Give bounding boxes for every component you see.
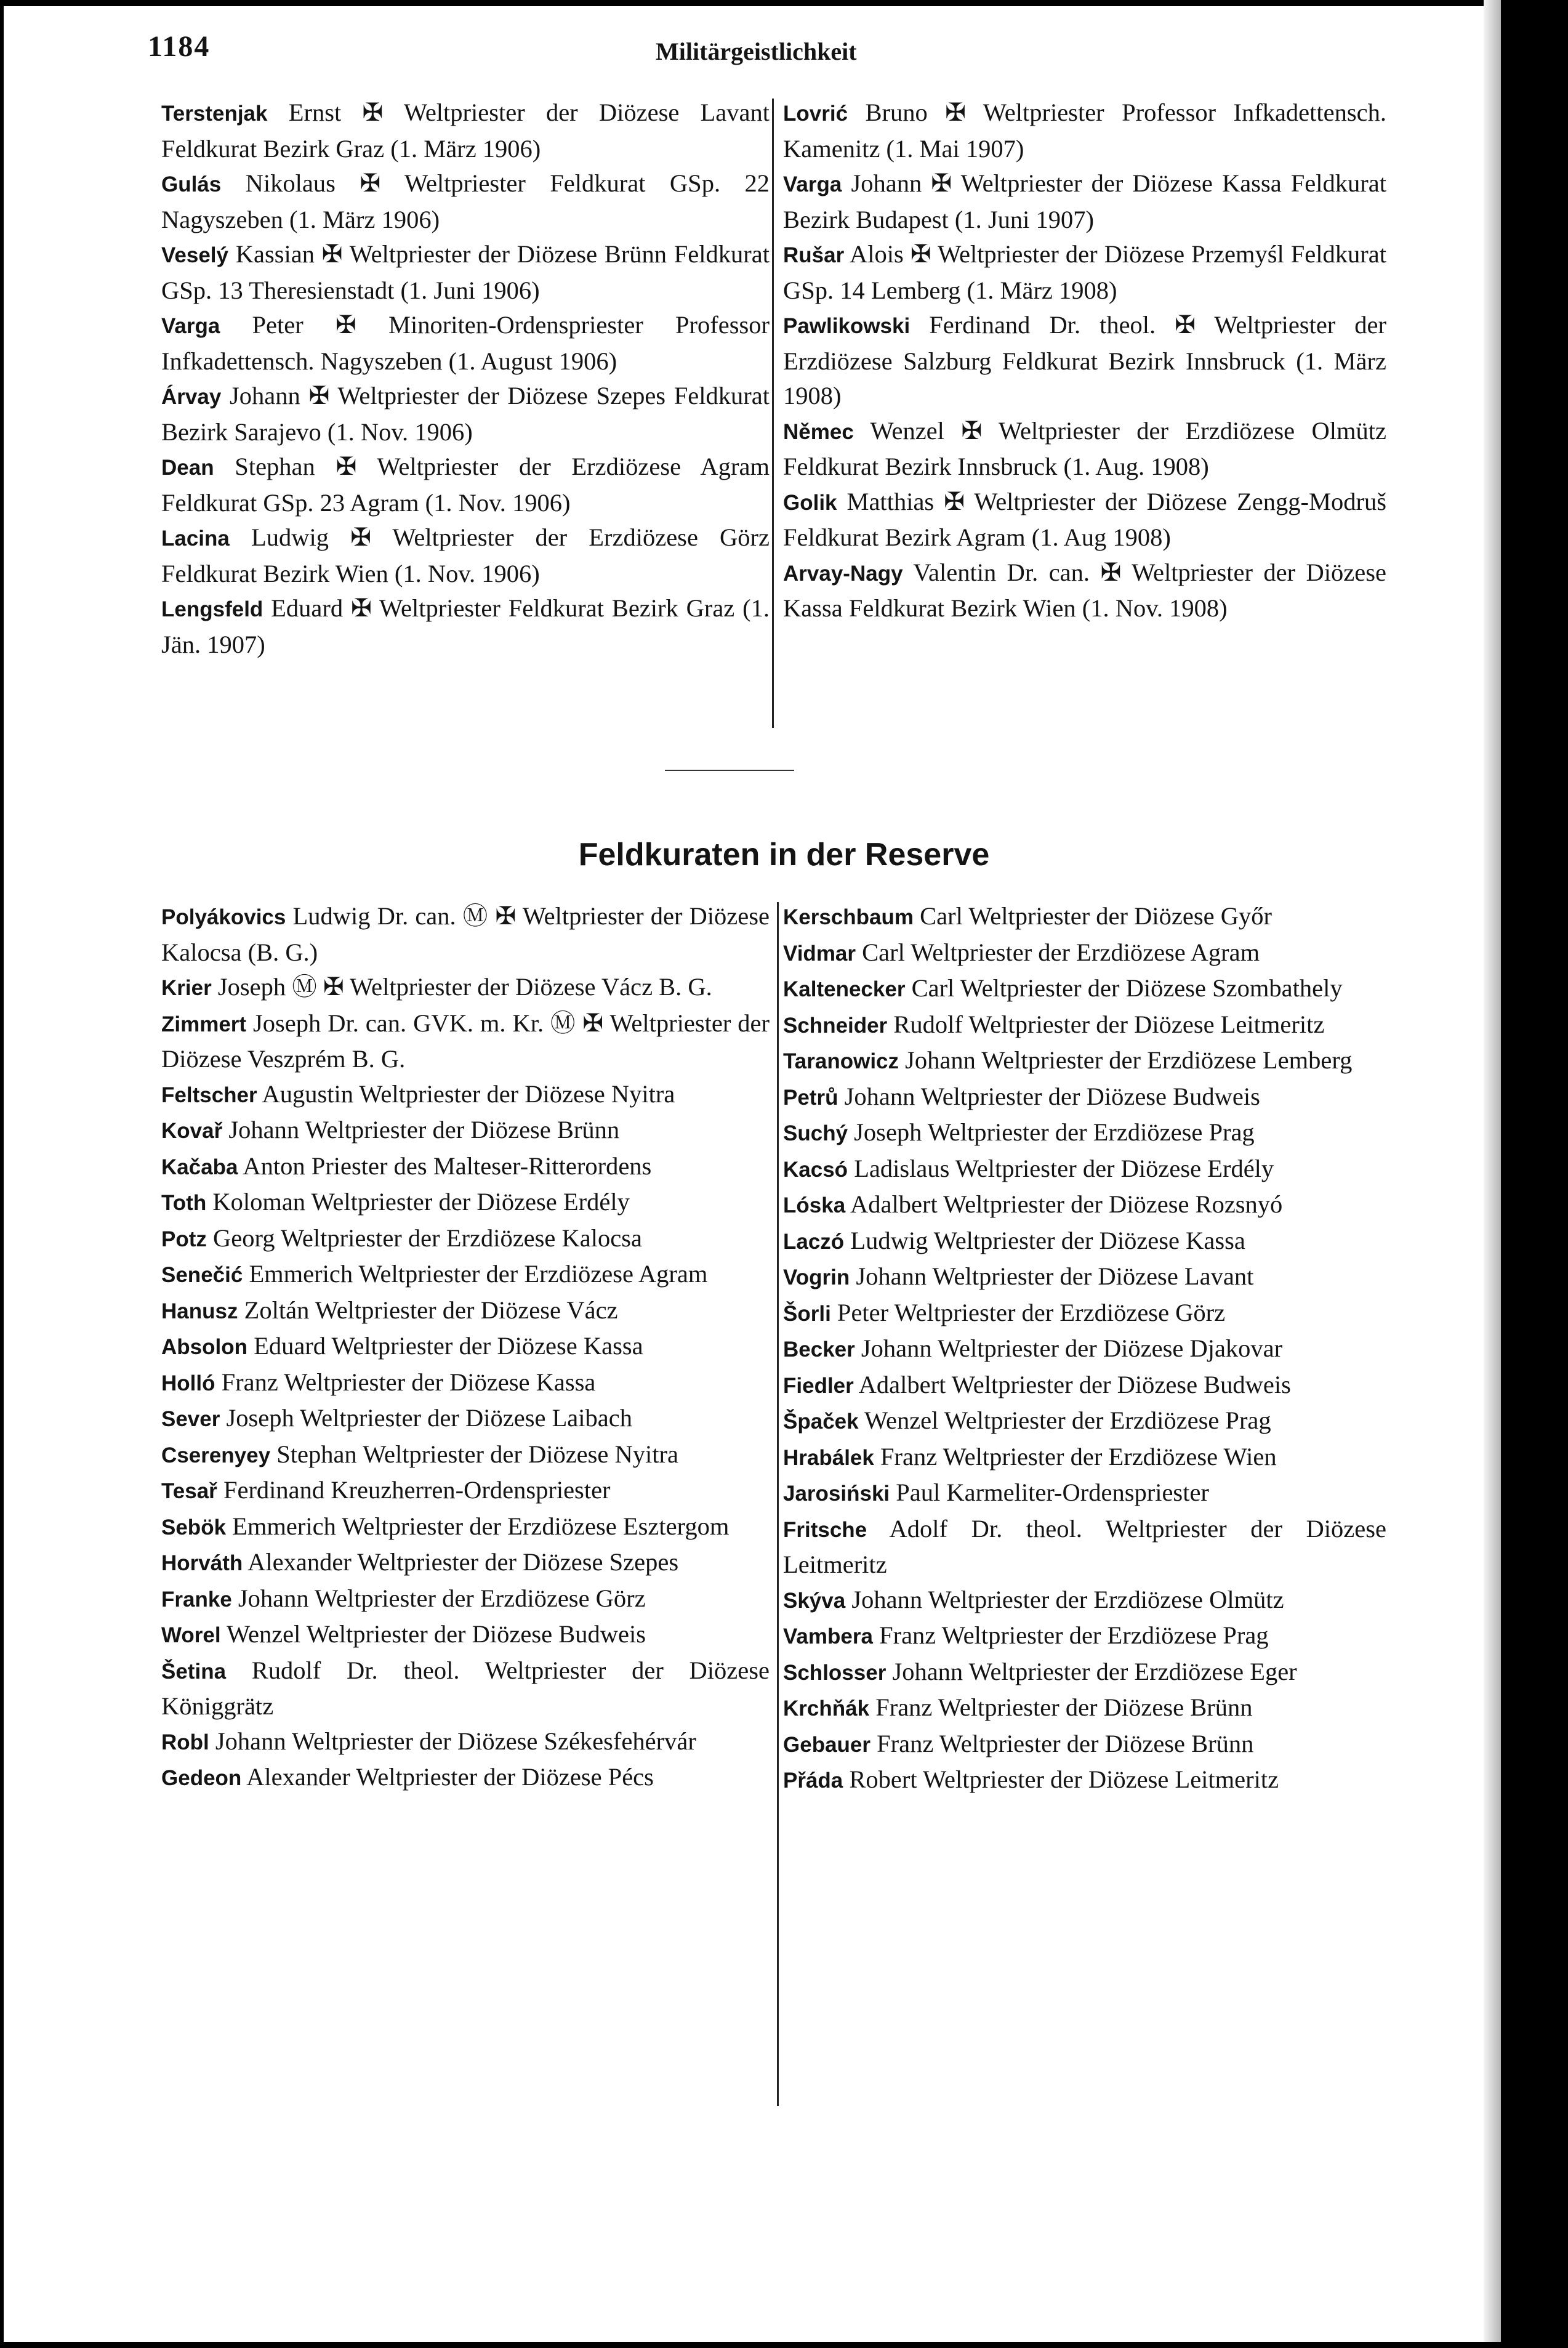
entry-details: Emmerich Weltpriester der Erzdiözese Esztergom [226, 1512, 730, 1540]
register-entry [783, 1043, 1386, 1079]
entry-surname: Petrů [783, 1085, 838, 1110]
entry-surname: Gedeon [161, 1766, 242, 1790]
scan-border-right [1501, 0, 1568, 2348]
register-entry [783, 1224, 1386, 1260]
register-entry [161, 1077, 770, 1113]
register-entry [161, 1365, 770, 1402]
entry-surname: Pawlikowski [783, 314, 911, 338]
register-entry [783, 1618, 1386, 1655]
register-entry [783, 414, 1386, 485]
entry-details: Johann Weltpriester der Diözese Székesfehérvár [209, 1727, 696, 1755]
entry-details: Alexander Weltpriester der Diözese Szepes [243, 1548, 679, 1576]
entry-surname: Schneider [783, 1013, 888, 1038]
register-entry [161, 1653, 770, 1724]
register-entry [161, 166, 770, 237]
entry-surname: Lóska [783, 1193, 846, 1217]
entry-surname: Hanusz [161, 1299, 238, 1323]
entry-surname: Lengsfeld [161, 597, 263, 621]
entry-surname: Varga [161, 314, 220, 338]
register-entry [783, 1187, 1386, 1224]
entry-surname: Vogrin [783, 1265, 850, 1289]
register-entry [161, 450, 770, 520]
entry-details: Johann Weltpriester der Diözese Budweis [838, 1082, 1260, 1110]
register-entry [783, 899, 1386, 935]
register-entry [783, 95, 1386, 166]
entry-surname: Sever [161, 1407, 220, 1431]
entry-surname: Lacina [161, 526, 230, 551]
entry-details: Wenzel Weltpriester der Erzdiözese Prag [858, 1406, 1271, 1434]
scan-border-top [0, 0, 1501, 6]
entry-surname: Tesař [161, 1479, 217, 1503]
entry-surname: Kacsó [783, 1157, 848, 1182]
entry-details: Bruno ✠ Weltpriester Professor Infkadettensch. Kamenitz (1. Mai 1907) [783, 99, 1386, 163]
entry-surname: Krier [161, 976, 212, 1000]
register-entry [161, 1617, 770, 1653]
entry-surname: Zimmert [161, 1012, 247, 1036]
entry-surname: Rušar [783, 243, 845, 267]
entry-surname: Šorli [783, 1301, 831, 1326]
register-entry [783, 1368, 1386, 1404]
entry-details: Carl Weltpriester der Erzdiözese Agram [856, 938, 1260, 966]
column-rule-top [772, 99, 774, 728]
entry-details: Joseph Ⓜ ✠ Weltpriester der Diözese Vácz B. G. [211, 973, 712, 1001]
entry-surname: Kačaba [161, 1155, 238, 1179]
register-entry [783, 1331, 1386, 1368]
entry-details: Johann ✠ Weltpriester der Diözese Szepes Feldkurat Bezirk Sarajevo (1. Nov. 1906) [161, 382, 770, 446]
entry-details: Johann Weltpriester der Erzdiözese Olmütz [845, 1585, 1284, 1613]
entry-surname: Suchý [783, 1121, 848, 1145]
register-entry [161, 1545, 770, 1581]
entry-surname: Golik [783, 490, 837, 515]
register-entry [783, 1152, 1386, 1188]
entry-details: Anton Priester des Malteser-Ritterordens [238, 1152, 652, 1180]
register-entry [783, 1475, 1386, 1512]
entry-details: Wenzel ✠ Weltpriester der Erzdiözese Olmütz Feldkurat Bezirk Innsbruck (1. Aug. 1908) [783, 416, 1386, 480]
entry-surname: Laczó [783, 1229, 845, 1254]
register-entry [161, 1221, 770, 1257]
register-entry [161, 1581, 770, 1618]
page-header [0, 30, 1568, 73]
register-entry [161, 899, 770, 970]
entry-details: Joseph Weltpriester der Erzdiözese Prag [848, 1118, 1255, 1146]
section-divider [665, 770, 794, 771]
entry-details: Kassian ✠ Weltpriester der Diözese Brünn Feldkurat GSp. 13 Theresienstadt (1. Juni 1906) [161, 240, 770, 304]
entry-surname: Holló [161, 1371, 215, 1395]
entry-details: Wenzel Weltpriester der Diözese Budweis [220, 1620, 646, 1648]
register-entry [161, 970, 770, 1006]
register-entry [783, 1762, 1386, 1799]
column-rule-bottom [777, 902, 779, 2106]
entry-details: Peter ✠ Minoriten-Ordenspriester Professor Infkadettensch. Nagyszeben (1. August 1906) [161, 311, 770, 375]
entry-details: Franz Weltpriester der Diözese Brünn [870, 1729, 1254, 1757]
entry-surname: Němec [783, 419, 854, 444]
register-entry [783, 166, 1386, 237]
register-entry [161, 237, 770, 308]
register-entry [161, 1006, 770, 1077]
entry-details: Rudolf Dr. theol. Weltpriester der Diözese Königgrätz [161, 1656, 770, 1720]
register-entry [783, 1259, 1386, 1296]
entry-surname: Worel [161, 1623, 221, 1647]
entry-details: Franz Weltpriester der Diözese Kassa [215, 1368, 596, 1396]
scan-border-left [0, 0, 4, 2348]
entry-details: Franz Weltpriester der Diözese Brünn [869, 1693, 1253, 1721]
register-entry [161, 379, 770, 450]
register-entry [783, 485, 1386, 555]
entry-details: Johann Weltpriester der Diözese Brünn [222, 1116, 620, 1144]
entry-details: Eduard Weltpriester der Diözese Kassa [247, 1332, 643, 1360]
running-title: Militärgeistlichkeit [656, 38, 857, 65]
register-entry [161, 1113, 770, 1149]
register-entry [161, 1724, 770, 1761]
entry-surname: Árvay [161, 385, 222, 409]
scan-page-edge [1484, 0, 1501, 2348]
column-bottom-right [783, 899, 1386, 1799]
register-entry [161, 95, 770, 166]
entry-surname: Senečić [161, 1263, 243, 1287]
entry-surname: Krchňák [783, 1696, 870, 1721]
entry-surname: Franke [161, 1587, 232, 1612]
entry-details: Franz Weltpriester der Erzdiözese Wien [874, 1442, 1277, 1471]
entry-details: Eduard ✠ Weltpriester Feldkurat Bezirk Graz (1. Jän. 1907) [161, 594, 770, 658]
entry-details: Nikolaus ✠ Weltpriester Feldkurat GSp. 22 Nagyszeben (1. März 1906) [161, 169, 770, 233]
entry-details: Alois ✠ Weltpriester der Diözese Przemyśl Feldkurat GSp. 14 Lemberg (1. März 1908) [783, 240, 1386, 304]
entry-surname: Cserenyey [161, 1443, 271, 1467]
section-title: Feldkuraten in der Reserve [578, 837, 990, 873]
entry-details: Augustin Weltpriester der Diözese Nyitra [257, 1079, 675, 1108]
entry-details: Ferdinand Kreuzherren-Ordenspriester [217, 1476, 611, 1504]
entry-details: Koloman Weltpriester der Diözese Erdély [206, 1188, 630, 1216]
entry-surname: Šetina [161, 1659, 227, 1684]
entry-surname: Hrabálek [783, 1445, 874, 1470]
entry-details: Adalbert Weltpriester der Diözese Budweis [853, 1370, 1291, 1398]
register-entry [783, 308, 1386, 414]
register-entry [783, 971, 1386, 1007]
entry-surname: Gebauer [783, 1732, 870, 1757]
register-entry [161, 308, 770, 379]
entry-surname: Jarosiński [783, 1482, 890, 1506]
register-entry [783, 1583, 1386, 1619]
entry-surname: Vidmar [783, 941, 856, 966]
entry-surname: Sebök [161, 1515, 227, 1539]
entry-details: Johann Weltpriester der Erzdiözese Eger [886, 1657, 1297, 1685]
register-entry [161, 1329, 770, 1365]
page-number: 1184 [148, 30, 211, 63]
entry-details: Emmerich Weltpriester der Erzdiözese Agram [243, 1260, 708, 1288]
entry-details: Johann Weltpriester der Erzdiözese Lemberg [899, 1046, 1353, 1074]
register-entry [783, 1440, 1386, 1476]
entry-details: Rudolf Weltpriester der Diözese Leitmeritz [887, 1010, 1325, 1038]
register-entry [783, 1079, 1386, 1116]
register-entry [161, 1509, 770, 1546]
entry-details: Georg Weltpriester der Erzdiözese Kalocsa [206, 1224, 642, 1252]
entry-surname: Fritsche [783, 1517, 867, 1542]
register-entry [161, 1437, 770, 1474]
entry-details: Stephan ✠ Weltpriester der Erzdiözese Agram Feldkurat GSp. 23 Agram (1. Nov. 1906) [161, 453, 770, 517]
entry-details: Alexander Weltpriester der Diözese Pécs [241, 1763, 654, 1791]
register-entry [783, 1512, 1386, 1583]
entry-surname: Polyákovics [161, 905, 286, 929]
register-entry [783, 1727, 1386, 1763]
entry-details: Ludwig Dr. can. Ⓜ ✠ Weltpriester der Diözese Kalocsa (B. G.) [161, 902, 770, 966]
entry-surname: Dean [161, 456, 214, 480]
register-entry [161, 1257, 770, 1293]
entry-details: Valentin Dr. can. ✠ Weltpriester der Diözese Kassa Feldkurat Bezirk Wien (1. Nov. 1908) [783, 558, 1386, 622]
entry-surname: Horváth [161, 1551, 243, 1575]
entry-details: Paul Karmeliter-Ordenspriester [890, 1479, 1209, 1506]
entry-details: Ludwig Weltpriester der Diözese Kassa [844, 1226, 1245, 1254]
entry-details: Robert Weltpriester der Diözese Leitmeritz [843, 1765, 1279, 1793]
column-bottom-left [161, 899, 770, 1796]
entry-surname: Becker [783, 1337, 855, 1362]
register-entry [783, 555, 1386, 626]
entry-details: Johann Weltpriester der Erzdiözese Görz [231, 1584, 646, 1612]
register-entry [161, 1760, 770, 1796]
scan-border-bottom [0, 2342, 1501, 2348]
entry-details: Joseph Weltpriester der Diözese Laibach [220, 1404, 632, 1432]
entry-details: Ferdinand Dr. theol. ✠ Weltpriester der Erzdiözese Salzburg Feldkurat Bezirk Innsbruck (1. März 1908) [783, 311, 1386, 409]
entry-details: Johann Weltpriester der Diözese Lavant [850, 1262, 1254, 1290]
entry-surname: Terstenjak [161, 102, 268, 126]
entry-surname: Špaček [783, 1410, 859, 1434]
entry-surname: Arvay-Nagy [783, 561, 903, 586]
entry-surname: Fiedler [783, 1373, 854, 1398]
column-top-left [161, 95, 770, 662]
entry-surname: Toth [161, 1191, 207, 1215]
entry-details: Matthias ✠ Weltpriester der Diözese Zengg-Modruš Feldkurat Bezirk Agram (1. Aug 1908) [783, 487, 1386, 551]
entry-details: Johann ✠ Weltpriester der Diözese Kassa Feldkurat Bezirk Budapest (1. Juni 1907) [783, 169, 1386, 233]
entry-details: Ludwig ✠ Weltpriester der Erzdiözese Görz Feldkurat Bezirk Wien (1. Nov. 1906) [161, 523, 770, 587]
register-entry [161, 1401, 770, 1437]
entry-surname: Kovař [161, 1119, 223, 1143]
register-entry [783, 935, 1386, 972]
register-entry [783, 1296, 1386, 1332]
entry-details: Adalbert Weltpriester der Diözese Rozsnyó [845, 1190, 1283, 1218]
entry-surname: Přáda [783, 1769, 843, 1793]
entry-details: Stephan Weltpriester der Diözese Nyitra [270, 1440, 678, 1468]
entry-details: Zoltán Weltpriester der Diözese Vácz [238, 1296, 618, 1324]
entry-details: Carl Weltpriester der Diözese Szombathely [905, 974, 1343, 1002]
entry-surname: Potz [161, 1227, 207, 1251]
entry-details: Franz Weltpriester der Erzdiözese Prag [872, 1621, 1269, 1649]
entry-surname: Taranowicz [783, 1049, 899, 1073]
entry-details: Adolf Dr. theol. Weltpriester der Diözese Leitmeritz [783, 1514, 1386, 1578]
entry-details: Carl Weltpriester der Diözese Győr [914, 902, 1272, 930]
register-entry [783, 1115, 1386, 1152]
register-entry [783, 237, 1386, 308]
entry-surname: Lovrić [783, 102, 848, 126]
entry-surname: Feltscher [161, 1083, 257, 1107]
register-entry [783, 1007, 1386, 1044]
register-entry [161, 1293, 770, 1329]
entry-surname: Kerschbaum [783, 905, 914, 929]
entry-surname: Robl [161, 1730, 209, 1754]
register-entry [161, 1185, 770, 1221]
register-entry [161, 520, 770, 591]
column-top-right [783, 95, 1386, 626]
entry-details: Peter Weltpriester der Erzdiözese Görz [830, 1298, 1226, 1326]
entry-surname: Gulás [161, 172, 222, 196]
entry-details: Joseph Dr. can. GVK. m. Kr. Ⓜ ✠ Weltpriester der Diözese Veszprém B. G. [161, 1009, 770, 1073]
register-entry [783, 1655, 1386, 1691]
entry-surname: Veselý [161, 243, 228, 267]
entry-surname: Vambera [783, 1624, 873, 1648]
entry-surname: Skýva [783, 1588, 846, 1613]
entry-details: Ladislaus Weltpriester der Diözese Erdély [848, 1154, 1274, 1182]
register-entry [161, 591, 770, 662]
entry-surname: Absolon [161, 1335, 247, 1359]
register-entry [161, 1149, 770, 1185]
entry-surname: Kaltenecker [783, 977, 906, 1001]
register-entry [783, 1690, 1386, 1727]
entry-surname: Schlosser [783, 1660, 887, 1685]
register-entry [783, 1403, 1386, 1440]
entry-surname: Varga [783, 172, 842, 196]
entry-details: Ernst ✠ Weltpriester der Diözese Lavant Feldkurat Bezirk Graz (1. März 1906) [161, 99, 770, 163]
entry-details: Johann Weltpriester der Diözese Djakovar [854, 1334, 1283, 1362]
register-entry [161, 1473, 770, 1509]
